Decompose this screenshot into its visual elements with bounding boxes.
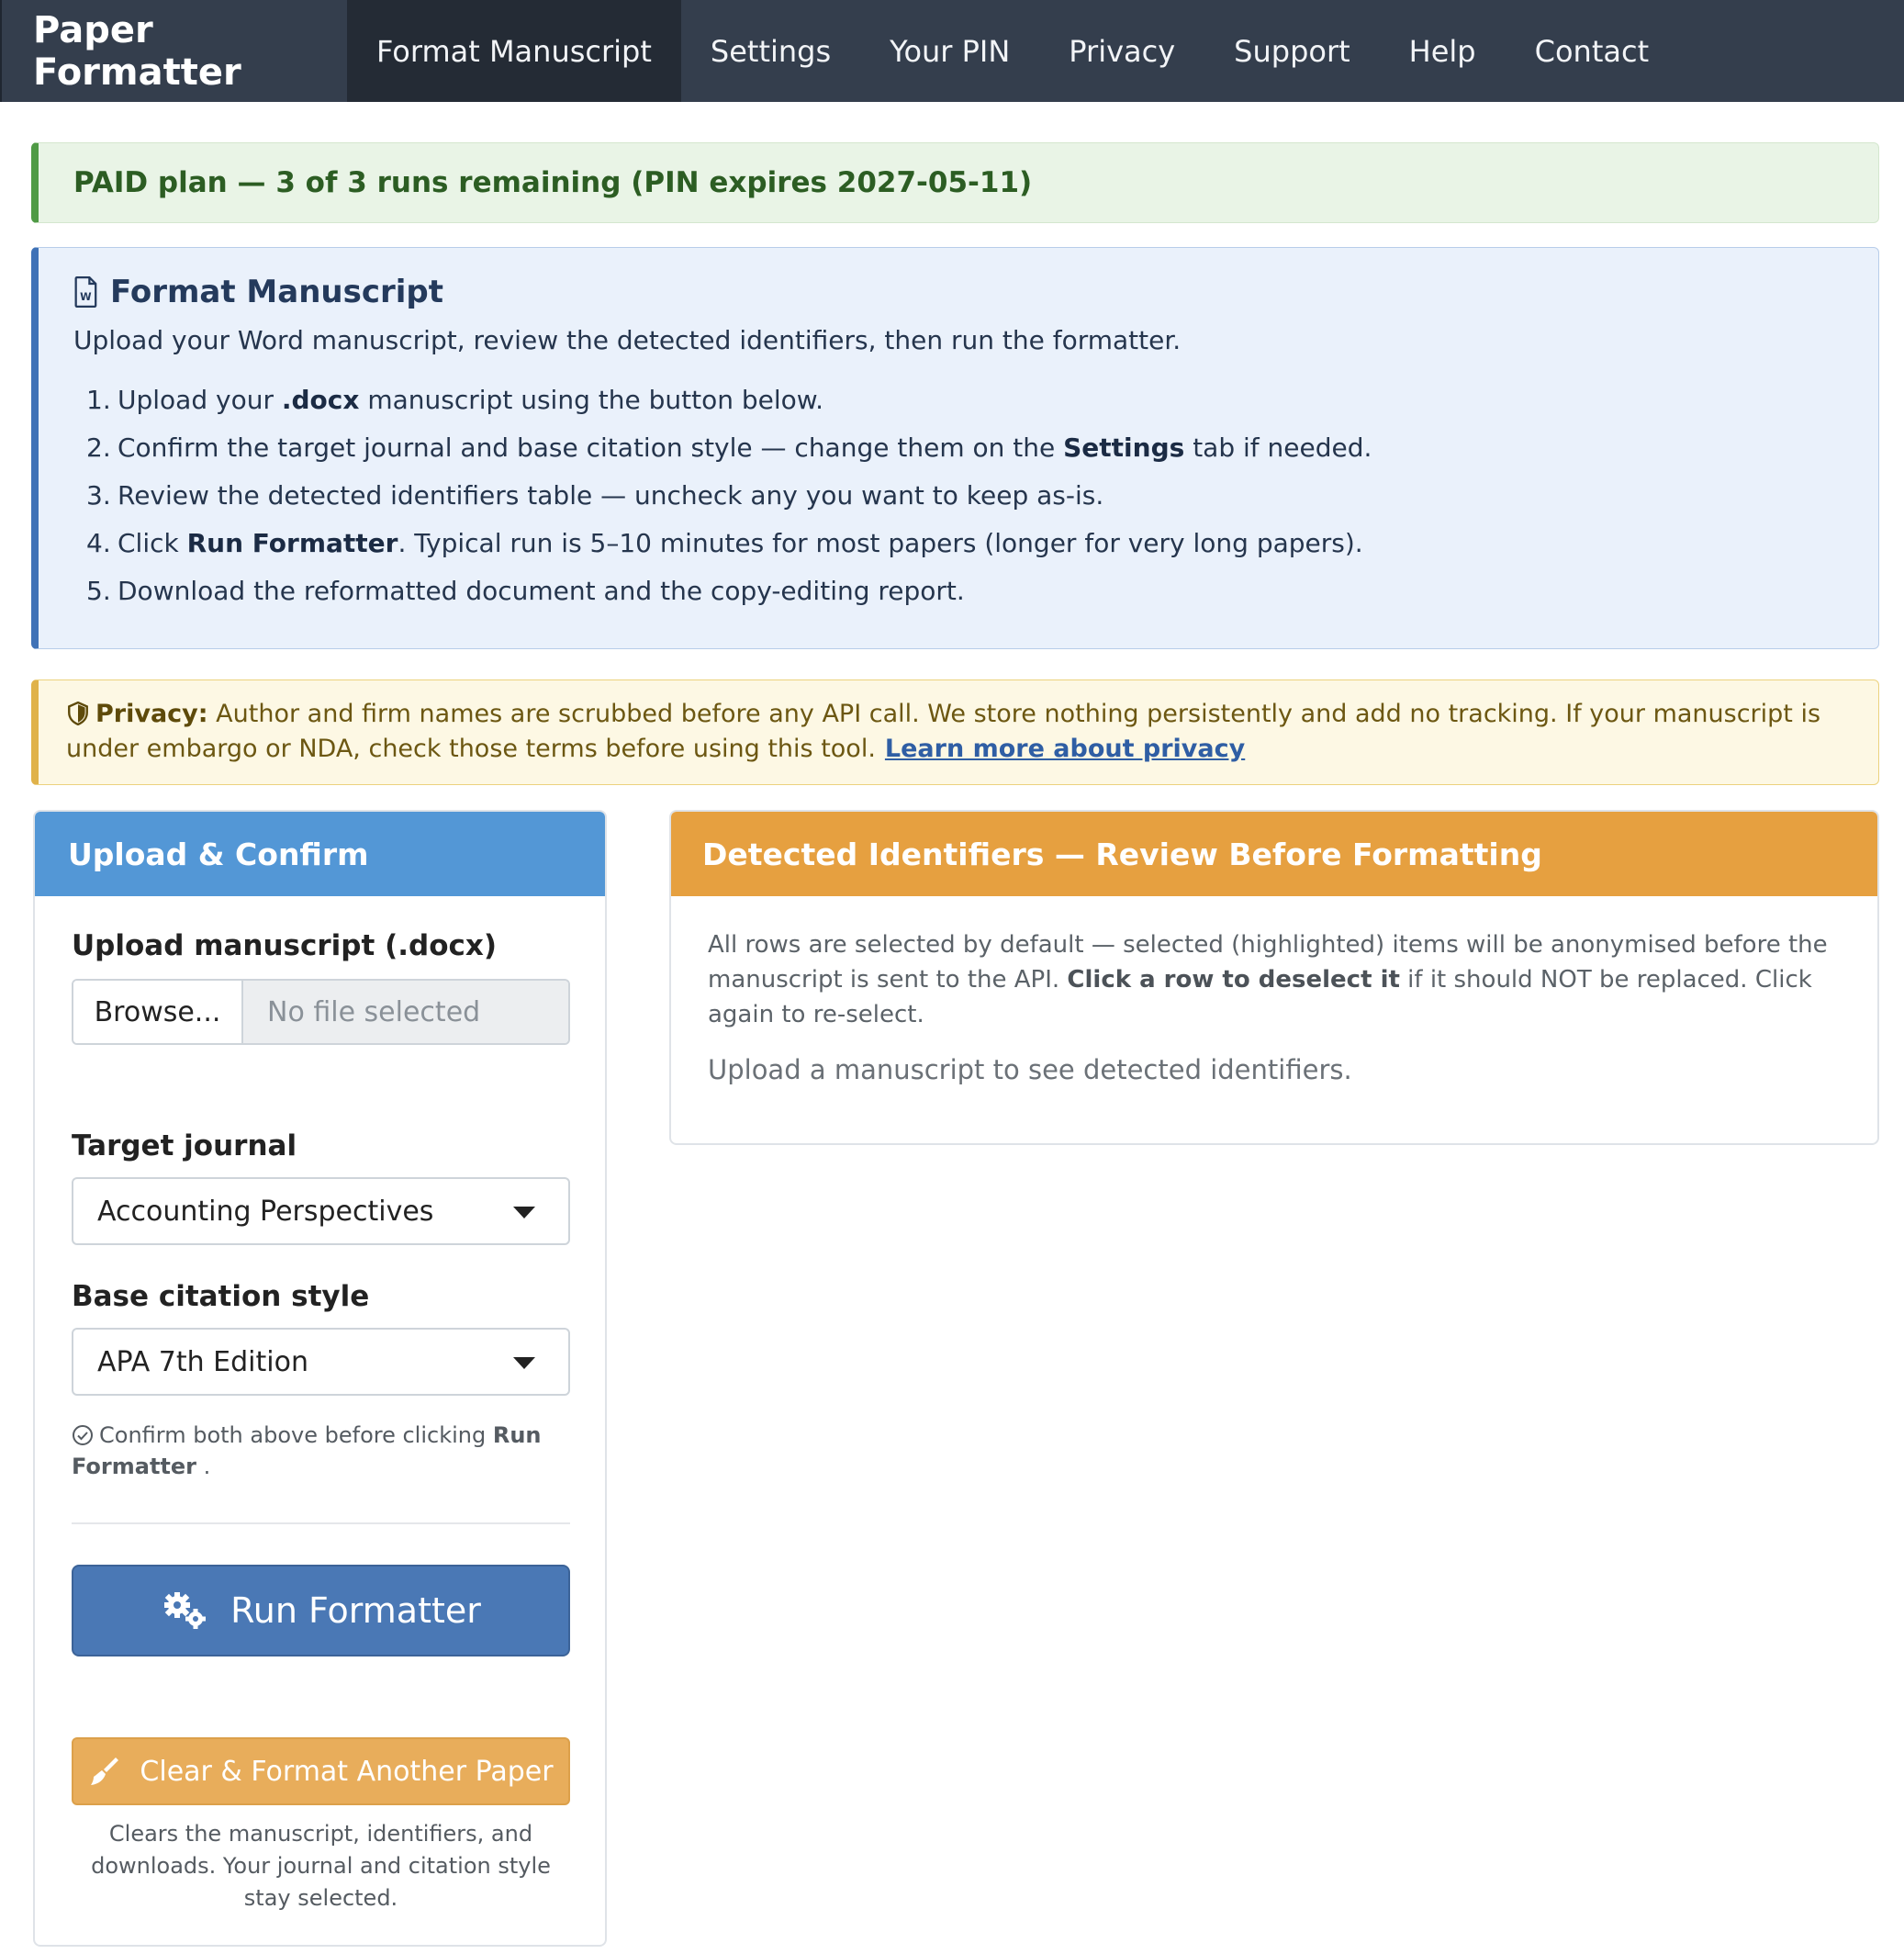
privacy-learn-more-link[interactable]: Learn more about privacy xyxy=(884,735,1246,763)
chevron-down-icon xyxy=(513,1357,535,1369)
upload-label: Upload manuscript (.docx) xyxy=(72,929,498,962)
clear-button-label: Clear & Format Another Paper xyxy=(140,1755,554,1788)
clear-format-another-button[interactable] xyxy=(72,1737,570,1805)
step-number: 4. xyxy=(86,527,111,558)
broom-icon xyxy=(88,1755,121,1788)
step-text: Upload your .docx manuscript using the button below. xyxy=(118,384,823,415)
nav-tab-format-manuscript[interactable]: Format Manuscript xyxy=(347,0,681,102)
shield-icon xyxy=(66,702,90,725)
run-formatter-label: Run Formatter xyxy=(230,1590,481,1631)
step-text: Review the detected identifiers table — uncheck any you want to keep as-is. xyxy=(118,479,1104,511)
step-item xyxy=(73,519,1843,567)
divider xyxy=(72,1522,570,1524)
clear-button-note: Clears the manuscript, identifiers, and downloads. Your journal and citation style stay selected. xyxy=(91,1821,551,1911)
svg-text:W: W xyxy=(80,290,92,304)
step-number: 3. xyxy=(86,479,111,511)
citation-label: Base citation style xyxy=(72,1280,370,1313)
step-text: Click Run Formatter. Typical run is 5–10 minutes for most papers (longer for very long papers). xyxy=(118,527,1363,558)
run-formatter-button[interactable] xyxy=(72,1565,570,1656)
step-number: 2. xyxy=(86,432,111,463)
file-upload-input[interactable] xyxy=(72,979,570,1045)
file-name-display: No file selected xyxy=(243,981,568,1043)
detected-identifiers-panel xyxy=(669,810,1879,1145)
browse-button[interactable]: Browse... xyxy=(73,981,243,1043)
identifiers-panel-header: Detected Identifiers — Review Before Formatting xyxy=(671,812,1877,896)
journal-label: Target journal xyxy=(72,1129,297,1162)
instructions-steps xyxy=(73,376,1843,614)
brand-title[interactable]: Paper Formatter xyxy=(33,8,241,94)
journal-select-value: Accounting Perspectives xyxy=(97,1195,434,1228)
step-item xyxy=(73,423,1843,471)
instructions-title xyxy=(73,274,1843,310)
confirm-note: Confirm both above before clicking Run Formatter . xyxy=(72,1422,542,1479)
step-text: Confirm the target journal and base citation style — change them on the Settings tab if needed. xyxy=(118,432,1372,463)
plan-status-alert xyxy=(31,142,1879,223)
nav-tab-support[interactable]: Support xyxy=(1234,33,1350,69)
upload-confirm-panel xyxy=(33,810,607,1947)
instructions-subtitle: Upload your Word manuscript, review the detected identifiers, then run the formatter. xyxy=(73,325,1182,355)
step-text: Download the reformatted document and the copy-editing report. xyxy=(118,575,965,606)
check-circle-icon xyxy=(72,1424,94,1446)
step-item xyxy=(73,376,1843,423)
nav-tab-help[interactable]: Help xyxy=(1408,33,1476,69)
nav-tab-settings[interactable]: Settings xyxy=(710,33,832,69)
step-number: 5. xyxy=(86,575,111,606)
top-navbar xyxy=(0,0,1904,102)
plan-status-text: PAID plan — 3 of 3 runs remaining (PIN expires 2027-05-11) xyxy=(73,166,1033,199)
identifiers-description: All rows are selected by default — selected (highlighted) items will be anonymised before the manuscript is sent to the API. Click a row to deselect it if it should NOT be replaced. Click again to re-select. xyxy=(708,931,1828,1028)
citation-select-value: APA 7th Edition xyxy=(97,1345,308,1378)
upload-panel-header: Upload & Confirm xyxy=(35,812,605,896)
step-number: 1. xyxy=(86,384,111,415)
chevron-down-icon xyxy=(513,1207,535,1218)
nav-tab-contact[interactable]: Contact xyxy=(1534,33,1650,69)
journal-select[interactable] xyxy=(72,1177,570,1245)
instructions-title-text: Format Manuscript xyxy=(110,274,444,310)
identifiers-empty-state: Upload a manuscript to see detected identifiers. xyxy=(708,1054,1352,1085)
privacy-notice xyxy=(31,679,1879,785)
citation-style-select[interactable] xyxy=(72,1328,570,1396)
step-item xyxy=(73,471,1843,519)
step-item xyxy=(73,567,1843,614)
nav-tab-your-pin[interactable]: Your PIN xyxy=(890,33,1011,69)
word-document-icon xyxy=(73,276,99,308)
nav-tab-privacy[interactable]: Privacy xyxy=(1069,33,1176,69)
cogs-icon xyxy=(161,1590,210,1631)
privacy-label: Privacy: xyxy=(95,700,208,728)
instructions-box xyxy=(31,247,1879,649)
privacy-text: Author and firm names are scrubbed before any API call. We store nothing persistently and add no tracking. If your manuscript is under embargo or NDA, check those terms before using this tool. xyxy=(66,700,1821,763)
